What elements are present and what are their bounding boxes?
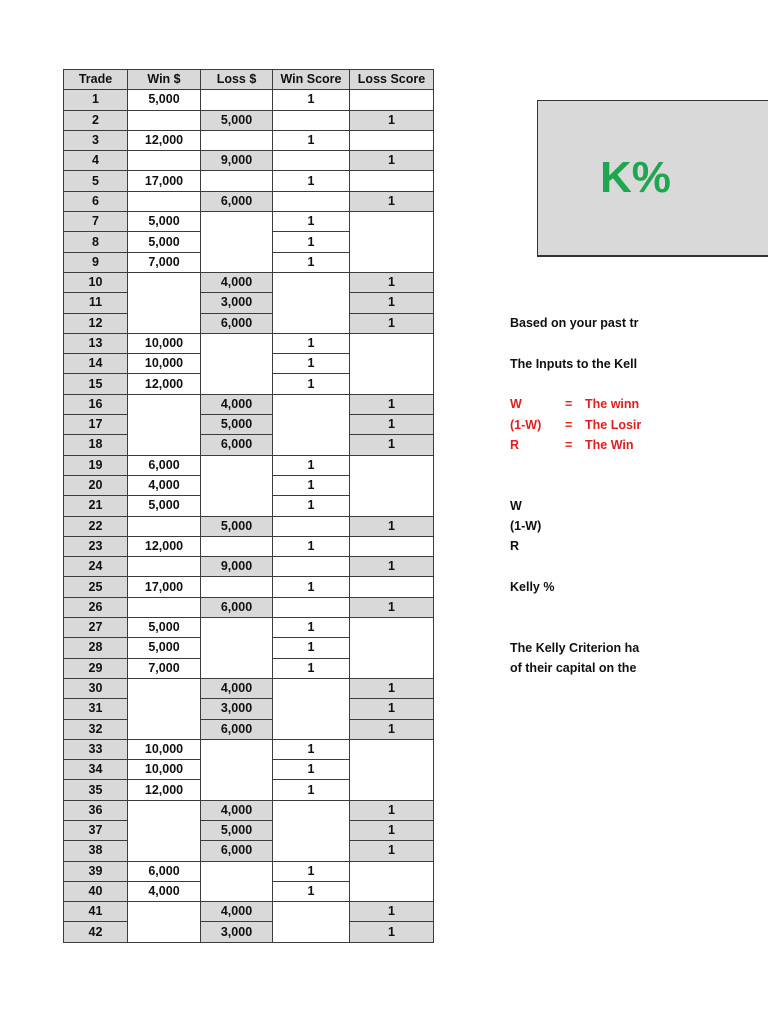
loss-cell bbox=[201, 130, 273, 150]
loss-score-cell bbox=[350, 881, 434, 901]
win-cell bbox=[128, 191, 201, 211]
loss-score-cell: 1 bbox=[350, 293, 434, 313]
loss-score-cell bbox=[350, 374, 434, 394]
header-win: Win $ bbox=[128, 70, 201, 90]
win-cell: 5,000 bbox=[128, 638, 201, 658]
header-loss: Loss $ bbox=[201, 70, 273, 90]
win-score-cell bbox=[273, 820, 350, 840]
loss-score-cell bbox=[350, 475, 434, 495]
table-row bbox=[64, 536, 434, 556]
win-cell: 10,000 bbox=[128, 760, 201, 780]
table-row bbox=[64, 415, 434, 435]
trade-cell: 25 bbox=[64, 577, 128, 597]
loss-cell bbox=[201, 536, 273, 556]
win-cell: 17,000 bbox=[128, 171, 201, 191]
loss-cell: 5,000 bbox=[201, 516, 273, 536]
table-row bbox=[64, 191, 434, 211]
loss-cell: 6,000 bbox=[201, 841, 273, 861]
def-row-r bbox=[510, 438, 641, 454]
win-cell bbox=[128, 800, 201, 820]
def-symbol: (1-W) bbox=[510, 418, 542, 432]
loss-score-cell bbox=[350, 760, 434, 780]
table-row bbox=[64, 760, 434, 780]
loss-score-cell: 1 bbox=[350, 699, 434, 719]
var-r: R bbox=[510, 539, 520, 553]
win-score-cell: 1 bbox=[273, 780, 350, 800]
trade-cell: 36 bbox=[64, 800, 128, 820]
win-cell: 4,000 bbox=[128, 475, 201, 495]
loss-cell bbox=[201, 780, 273, 800]
loss-cell bbox=[201, 212, 273, 232]
loss-cell: 6,000 bbox=[201, 191, 273, 211]
table-row bbox=[64, 800, 434, 820]
table-row bbox=[64, 272, 434, 292]
def-description: The winn bbox=[585, 397, 640, 411]
win-cell bbox=[128, 841, 201, 861]
table-row bbox=[64, 374, 434, 394]
trade-cell: 21 bbox=[64, 496, 128, 516]
win-cell: 12,000 bbox=[128, 780, 201, 800]
loss-cell: 9,000 bbox=[201, 151, 273, 171]
trade-cell: 41 bbox=[64, 902, 128, 922]
win-cell: 5,000 bbox=[128, 90, 201, 110]
win-cell: 10,000 bbox=[128, 739, 201, 759]
loss-score-cell: 1 bbox=[350, 313, 434, 333]
win-cell bbox=[128, 415, 201, 435]
table-row bbox=[64, 820, 434, 840]
loss-score-cell: 1 bbox=[350, 557, 434, 577]
table-row bbox=[64, 881, 434, 901]
win-cell bbox=[128, 110, 201, 130]
loss-cell bbox=[201, 881, 273, 901]
loss-cell: 6,000 bbox=[201, 435, 273, 455]
trade-cell: 8 bbox=[64, 232, 128, 252]
criterion-line-2: of their capital on the bbox=[510, 661, 637, 675]
win-score-cell: 1 bbox=[273, 252, 350, 272]
win-score-cell: 1 bbox=[273, 577, 350, 597]
loss-cell bbox=[201, 861, 273, 881]
win-cell bbox=[128, 820, 201, 840]
trade-cell: 11 bbox=[64, 293, 128, 313]
win-score-cell bbox=[273, 597, 350, 617]
win-cell: 5,000 bbox=[128, 496, 201, 516]
trade-cell: 13 bbox=[64, 333, 128, 353]
table-row bbox=[64, 841, 434, 861]
win-cell bbox=[128, 435, 201, 455]
loss-cell bbox=[201, 232, 273, 252]
table-row bbox=[64, 638, 434, 658]
def-description: The Losir bbox=[585, 418, 641, 432]
trade-cell: 22 bbox=[64, 516, 128, 536]
trade-cell: 35 bbox=[64, 780, 128, 800]
loss-cell bbox=[201, 374, 273, 394]
based-on-text: Based on your past tr bbox=[510, 316, 639, 330]
win-score-cell bbox=[273, 435, 350, 455]
loss-cell bbox=[201, 618, 273, 638]
table-row bbox=[64, 394, 434, 414]
table-row bbox=[64, 151, 434, 171]
win-score-cell bbox=[273, 800, 350, 820]
kelly-percent-logo: K% bbox=[600, 153, 671, 202]
def-equals: = bbox=[565, 438, 573, 452]
loss-score-cell bbox=[350, 455, 434, 475]
win-cell bbox=[128, 151, 201, 171]
loss-score-cell bbox=[350, 780, 434, 800]
loss-score-cell: 1 bbox=[350, 678, 434, 698]
win-score-cell: 1 bbox=[273, 171, 350, 191]
table-row bbox=[64, 293, 434, 313]
loss-score-cell bbox=[350, 130, 434, 150]
trade-cell: 16 bbox=[64, 394, 128, 414]
loss-cell: 6,000 bbox=[201, 719, 273, 739]
win-cell: 12,000 bbox=[128, 536, 201, 556]
table-row bbox=[64, 130, 434, 150]
win-cell bbox=[128, 699, 201, 719]
loss-score-cell bbox=[350, 496, 434, 516]
win-score-cell bbox=[273, 191, 350, 211]
win-score-cell bbox=[273, 719, 350, 739]
loss-score-cell: 1 bbox=[350, 110, 434, 130]
table-row bbox=[64, 516, 434, 536]
loss-score-cell bbox=[350, 861, 434, 881]
table-row bbox=[64, 110, 434, 130]
def-symbol: W bbox=[510, 397, 522, 411]
loss-score-cell: 1 bbox=[350, 922, 434, 942]
win-cell: 12,000 bbox=[128, 374, 201, 394]
loss-cell bbox=[201, 475, 273, 495]
loss-score-cell: 1 bbox=[350, 394, 434, 414]
trade-cell: 40 bbox=[64, 881, 128, 901]
loss-cell: 9,000 bbox=[201, 557, 273, 577]
loss-cell bbox=[201, 354, 273, 374]
win-score-cell: 1 bbox=[273, 354, 350, 374]
trade-cell: 1 bbox=[64, 90, 128, 110]
win-score-cell: 1 bbox=[273, 232, 350, 252]
loss-cell: 3,000 bbox=[201, 699, 273, 719]
win-score-cell: 1 bbox=[273, 638, 350, 658]
header-loss-score: Loss Score bbox=[350, 70, 434, 90]
win-score-cell: 1 bbox=[273, 333, 350, 353]
loss-score-cell bbox=[350, 354, 434, 374]
loss-cell bbox=[201, 760, 273, 780]
trade-cell: 26 bbox=[64, 597, 128, 617]
trade-cell: 34 bbox=[64, 760, 128, 780]
win-cell: 10,000 bbox=[128, 333, 201, 353]
loss-cell: 6,000 bbox=[201, 313, 273, 333]
win-score-cell: 1 bbox=[273, 760, 350, 780]
loss-cell: 5,000 bbox=[201, 820, 273, 840]
win-cell: 5,000 bbox=[128, 618, 201, 638]
def-equals: = bbox=[565, 418, 573, 432]
def-equals: = bbox=[565, 397, 573, 411]
win-score-cell bbox=[273, 313, 350, 333]
win-cell bbox=[128, 678, 201, 698]
table-row bbox=[64, 212, 434, 232]
trade-cell: 31 bbox=[64, 699, 128, 719]
win-score-cell bbox=[273, 516, 350, 536]
win-score-cell bbox=[273, 841, 350, 861]
trade-cell: 15 bbox=[64, 374, 128, 394]
win-score-cell: 1 bbox=[273, 212, 350, 232]
trade-table-body bbox=[64, 90, 434, 942]
trade-cell: 29 bbox=[64, 658, 128, 678]
kelly-pct-label bbox=[510, 580, 641, 594]
win-score-cell: 1 bbox=[273, 881, 350, 901]
table-row bbox=[64, 780, 434, 800]
trade-cell: 4 bbox=[64, 151, 128, 171]
trade-cell: 24 bbox=[64, 557, 128, 577]
win-cell bbox=[128, 902, 201, 922]
win-score-cell: 1 bbox=[273, 739, 350, 759]
trade-cell: 37 bbox=[64, 820, 128, 840]
var-1-w: (1-W) bbox=[510, 519, 542, 533]
win-score-cell: 1 bbox=[273, 374, 350, 394]
loss-cell: 6,000 bbox=[201, 597, 273, 617]
win-score-cell bbox=[273, 557, 350, 577]
loss-score-cell: 1 bbox=[350, 820, 434, 840]
loss-score-cell bbox=[350, 252, 434, 272]
trade-cell: 42 bbox=[64, 922, 128, 942]
table-row bbox=[64, 496, 434, 516]
win-cell: 4,000 bbox=[128, 881, 201, 901]
kelly-pct-text: Kelly % bbox=[510, 580, 555, 594]
loss-score-cell: 1 bbox=[350, 597, 434, 617]
trade-cell: 17 bbox=[64, 415, 128, 435]
table-row bbox=[64, 658, 434, 678]
loss-score-cell: 1 bbox=[350, 151, 434, 171]
loss-cell bbox=[201, 90, 273, 110]
table-row bbox=[64, 739, 434, 759]
win-score-cell bbox=[273, 110, 350, 130]
win-cell: 10,000 bbox=[128, 354, 201, 374]
loss-cell: 4,000 bbox=[201, 272, 273, 292]
win-score-cell: 1 bbox=[273, 130, 350, 150]
trade-cell: 20 bbox=[64, 475, 128, 495]
loss-cell bbox=[201, 638, 273, 658]
win-cell: 17,000 bbox=[128, 577, 201, 597]
table-row bbox=[64, 171, 434, 191]
loss-score-cell bbox=[350, 618, 434, 638]
table-row bbox=[64, 618, 434, 638]
table-row bbox=[64, 678, 434, 698]
trade-cell: 38 bbox=[64, 841, 128, 861]
loss-score-cell: 1 bbox=[350, 272, 434, 292]
table-row bbox=[64, 252, 434, 272]
loss-cell: 4,000 bbox=[201, 902, 273, 922]
trade-cell: 23 bbox=[64, 536, 128, 556]
loss-score-cell: 1 bbox=[350, 902, 434, 922]
loss-cell: 5,000 bbox=[201, 415, 273, 435]
trade-cell: 14 bbox=[64, 354, 128, 374]
table-row bbox=[64, 313, 434, 333]
loss-cell bbox=[201, 455, 273, 475]
win-score-cell: 1 bbox=[273, 475, 350, 495]
loss-cell: 4,000 bbox=[201, 678, 273, 698]
loss-score-cell bbox=[350, 536, 434, 556]
win-cell: 6,000 bbox=[128, 455, 201, 475]
win-cell: 7,000 bbox=[128, 252, 201, 272]
table-row bbox=[64, 577, 434, 597]
trade-cell: 19 bbox=[64, 455, 128, 475]
win-score-cell bbox=[273, 902, 350, 922]
table-row bbox=[64, 902, 434, 922]
win-cell: 12,000 bbox=[128, 130, 201, 150]
loss-score-cell bbox=[350, 638, 434, 658]
loss-score-cell: 1 bbox=[350, 719, 434, 739]
loss-score-cell bbox=[350, 90, 434, 110]
loss-cell bbox=[201, 739, 273, 759]
win-score-cell: 1 bbox=[273, 861, 350, 881]
trade-cell: 18 bbox=[64, 435, 128, 455]
win-cell bbox=[128, 922, 201, 942]
win-score-cell bbox=[273, 699, 350, 719]
table-row bbox=[64, 232, 434, 252]
header-win-score: Win Score bbox=[273, 70, 350, 90]
win-cell bbox=[128, 719, 201, 739]
table-row bbox=[64, 455, 434, 475]
win-score-cell: 1 bbox=[273, 90, 350, 110]
loss-cell: 4,000 bbox=[201, 394, 273, 414]
win-cell: 7,000 bbox=[128, 658, 201, 678]
trade-cell: 2 bbox=[64, 110, 128, 130]
table-row bbox=[64, 475, 434, 495]
loss-cell bbox=[201, 171, 273, 191]
trade-cell: 6 bbox=[64, 191, 128, 211]
loss-score-cell bbox=[350, 658, 434, 678]
loss-score-cell: 1 bbox=[350, 800, 434, 820]
loss-score-cell: 1 bbox=[350, 415, 434, 435]
win-score-cell bbox=[273, 272, 350, 292]
def-row-1-w bbox=[510, 418, 641, 434]
win-cell bbox=[128, 516, 201, 536]
win-score-cell: 1 bbox=[273, 658, 350, 678]
win-score-cell bbox=[273, 922, 350, 942]
kelly-logo-box bbox=[537, 100, 768, 257]
win-cell bbox=[128, 557, 201, 577]
loss-cell bbox=[201, 333, 273, 353]
trade-cell: 33 bbox=[64, 739, 128, 759]
trade-cell: 3 bbox=[64, 130, 128, 150]
table-row bbox=[64, 719, 434, 739]
win-cell: 5,000 bbox=[128, 232, 201, 252]
loss-score-cell bbox=[350, 577, 434, 597]
loss-score-cell bbox=[350, 232, 434, 252]
loss-score-cell: 1 bbox=[350, 435, 434, 455]
trade-cell: 27 bbox=[64, 618, 128, 638]
def-row-w bbox=[510, 397, 641, 413]
loss-score-cell: 1 bbox=[350, 841, 434, 861]
trade-cell: 5 bbox=[64, 171, 128, 191]
table-row bbox=[64, 90, 434, 110]
win-score-cell bbox=[273, 415, 350, 435]
inputs-text: The Inputs to the Kell bbox=[510, 357, 638, 371]
loss-cell bbox=[201, 496, 273, 516]
trade-cell: 7 bbox=[64, 212, 128, 232]
loss-score-cell bbox=[350, 333, 434, 353]
trade-cell: 12 bbox=[64, 313, 128, 333]
loss-score-cell: 1 bbox=[350, 191, 434, 211]
win-score-cell: 1 bbox=[273, 455, 350, 475]
loss-score-cell bbox=[350, 212, 434, 232]
header-trade: Trade bbox=[64, 70, 128, 90]
table-row bbox=[64, 354, 434, 374]
loss-score-cell bbox=[350, 171, 434, 191]
trade-cell: 39 bbox=[64, 861, 128, 881]
def-symbol: R bbox=[510, 438, 520, 452]
trade-cell: 10 bbox=[64, 272, 128, 292]
win-cell bbox=[128, 597, 201, 617]
win-cell bbox=[128, 394, 201, 414]
trade-table bbox=[63, 69, 434, 943]
win-score-cell bbox=[273, 678, 350, 698]
var-w: W bbox=[510, 499, 522, 513]
loss-cell bbox=[201, 577, 273, 597]
win-score-cell bbox=[273, 394, 350, 414]
win-score-cell bbox=[273, 151, 350, 171]
win-score-cell bbox=[273, 293, 350, 313]
criterion-line-1: The Kelly Criterion ha bbox=[510, 641, 640, 655]
loss-cell: 5,000 bbox=[201, 110, 273, 130]
win-cell bbox=[128, 293, 201, 313]
win-cell bbox=[128, 313, 201, 333]
trade-cell: 32 bbox=[64, 719, 128, 739]
loss-cell: 4,000 bbox=[201, 800, 273, 820]
def-description: The Win bbox=[585, 438, 634, 452]
table-row bbox=[64, 861, 434, 881]
loss-score-cell: 1 bbox=[350, 516, 434, 536]
trade-cell: 28 bbox=[64, 638, 128, 658]
win-score-cell: 1 bbox=[273, 536, 350, 556]
table-row bbox=[64, 699, 434, 719]
table-row bbox=[64, 333, 434, 353]
win-cell: 6,000 bbox=[128, 861, 201, 881]
table-row bbox=[64, 435, 434, 455]
loss-cell: 3,000 bbox=[201, 922, 273, 942]
table-header-row bbox=[64, 70, 434, 90]
win-score-cell: 1 bbox=[273, 618, 350, 638]
win-cell: 5,000 bbox=[128, 212, 201, 232]
table-row bbox=[64, 557, 434, 577]
win-cell bbox=[128, 272, 201, 292]
trade-cell: 30 bbox=[64, 678, 128, 698]
table-row bbox=[64, 597, 434, 617]
loss-cell bbox=[201, 658, 273, 678]
loss-score-cell bbox=[350, 739, 434, 759]
loss-cell bbox=[201, 252, 273, 272]
loss-cell: 3,000 bbox=[201, 293, 273, 313]
trade-cell: 9 bbox=[64, 252, 128, 272]
win-score-cell: 1 bbox=[273, 496, 350, 516]
table-row bbox=[64, 922, 434, 942]
